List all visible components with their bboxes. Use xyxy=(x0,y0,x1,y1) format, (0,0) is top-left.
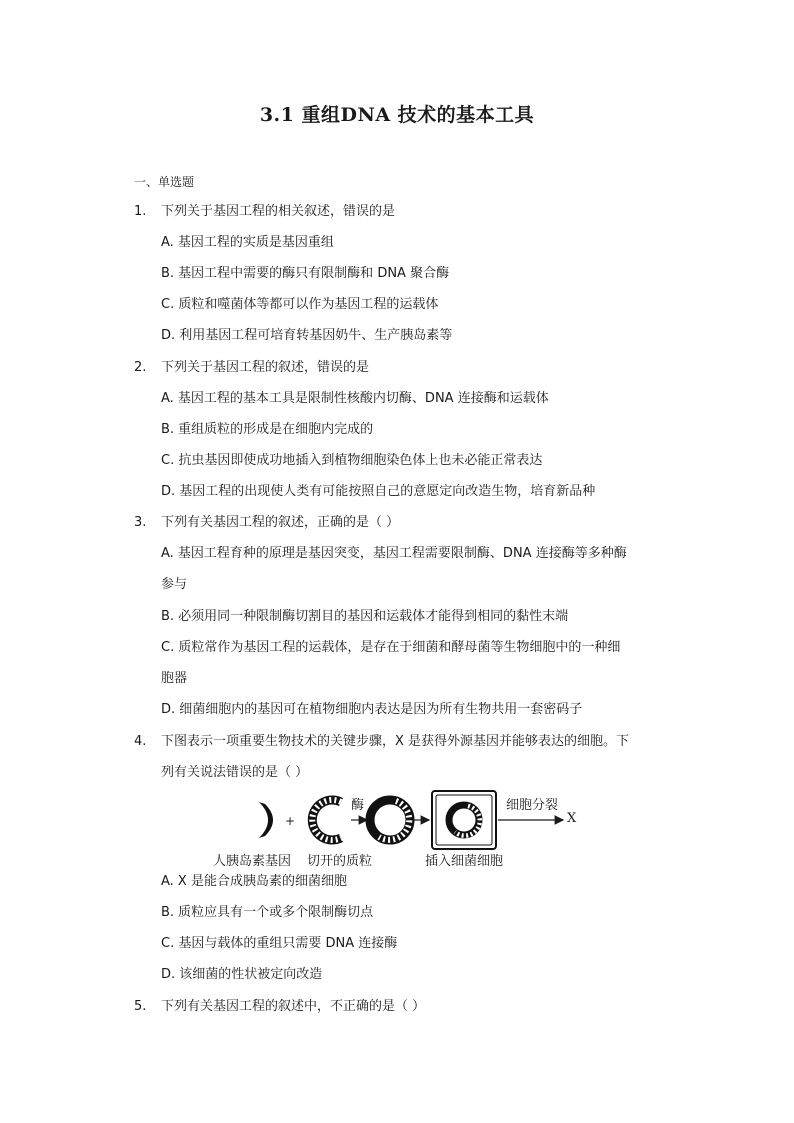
option-continuation: 参与 xyxy=(161,577,188,592)
question-text: 下列有关基因工程的叙述，正确的是（ ） xyxy=(161,515,400,530)
option-continuation: 胞器 xyxy=(161,671,188,686)
option: D. 基因工程的出现使人类有可能按照自己的意愿定向改造生物，培育新品种 xyxy=(161,484,596,499)
option: B. 基因工程中需要的酶只有限制酶和 DNA 聚合酶 xyxy=(161,266,450,281)
bacterium-cell-shape xyxy=(432,791,496,849)
cut-plasmid-shape xyxy=(312,800,341,840)
question-text-continuation: 列有关说法错误的是（ ） xyxy=(161,765,309,780)
option: A. 基因工程育种的原理是基因突变，基因工程需要限制酶、DNA 连接酶等多种酶 xyxy=(161,546,627,561)
option: D. 利用基因工程可培育转基因奶牛、生产胰岛素等 xyxy=(161,328,453,343)
cell-division-label: 细胞分裂 xyxy=(506,798,559,813)
insert-label: 插入细菌细胞 xyxy=(425,854,504,869)
option: B. 重组质粒的形成是在细胞内完成的 xyxy=(161,422,374,437)
question-number: 5. xyxy=(134,999,147,1014)
question-number: 2. xyxy=(134,360,147,375)
question-number: 3. xyxy=(134,515,147,530)
question-number: 1. xyxy=(134,204,147,219)
question-text: 下列有关基因工程的叙述中，不正确的是（ ） xyxy=(161,999,426,1014)
option: B. 质粒应具有一个或多个限制酶切点 xyxy=(161,905,374,920)
plasmid-in-cell-shape xyxy=(449,805,480,836)
option: D. 该细菌的性状被定向改造 xyxy=(161,967,323,982)
gene-fragment-shape xyxy=(259,802,273,838)
option: B. 必须用同一种限制酶切割目的基因和运载体才能得到相同的黏性末端 xyxy=(161,609,569,624)
option: C. 基因与载体的重组只需要 DNA 连接酶 xyxy=(161,936,398,951)
question-text: 下图表示一项重要生物技术的关键步骤，X 是获得外源基因并能够表达的细胞。下 xyxy=(161,734,630,749)
x-label: X xyxy=(567,811,577,826)
option: D. 细菌细胞内的基因可在植物细胞内表达是因为所有生物共用一套密码子 xyxy=(161,702,583,717)
question-number: 4. xyxy=(134,734,147,749)
gene-engineering-diagram xyxy=(213,788,595,869)
option: C. 质粒和噬菌体等都可以作为基因工程的运载体 xyxy=(161,297,439,312)
option: A. 基因工程的实质是基因重组 xyxy=(161,235,334,250)
question-text: 下列关于基因工程的相关叙述，错误的是 xyxy=(161,204,396,219)
plus-sign: + xyxy=(285,814,296,828)
section-heading: 一、单选题 xyxy=(134,175,195,189)
enzyme-label: 酶 xyxy=(351,798,365,813)
gene-label: 人胰岛素基因 xyxy=(213,854,292,869)
option: A. 基因工程的基本工具是限制性核酸内切酶、DNA 连接酶和运载体 xyxy=(161,391,549,406)
recombinant-plasmid-shape xyxy=(370,800,410,840)
question-text: 下列关于基因工程的叙述，错误的是 xyxy=(161,360,370,375)
option: C. 质粒常作为基因工程的运载体，是存在于细菌和酵母菌等生物细胞中的一种细 xyxy=(161,640,621,655)
page-title: 3.1 重组DNA 技术的基本工具 xyxy=(259,104,535,126)
option: C. 抗虫基因即使成功地插入到植物细胞染色体上也未必能正常表达 xyxy=(161,453,543,468)
option: A. X 是能合成胰岛素的细菌细胞 xyxy=(161,874,347,889)
plasmid-label: 切开的质粒 xyxy=(307,854,373,869)
